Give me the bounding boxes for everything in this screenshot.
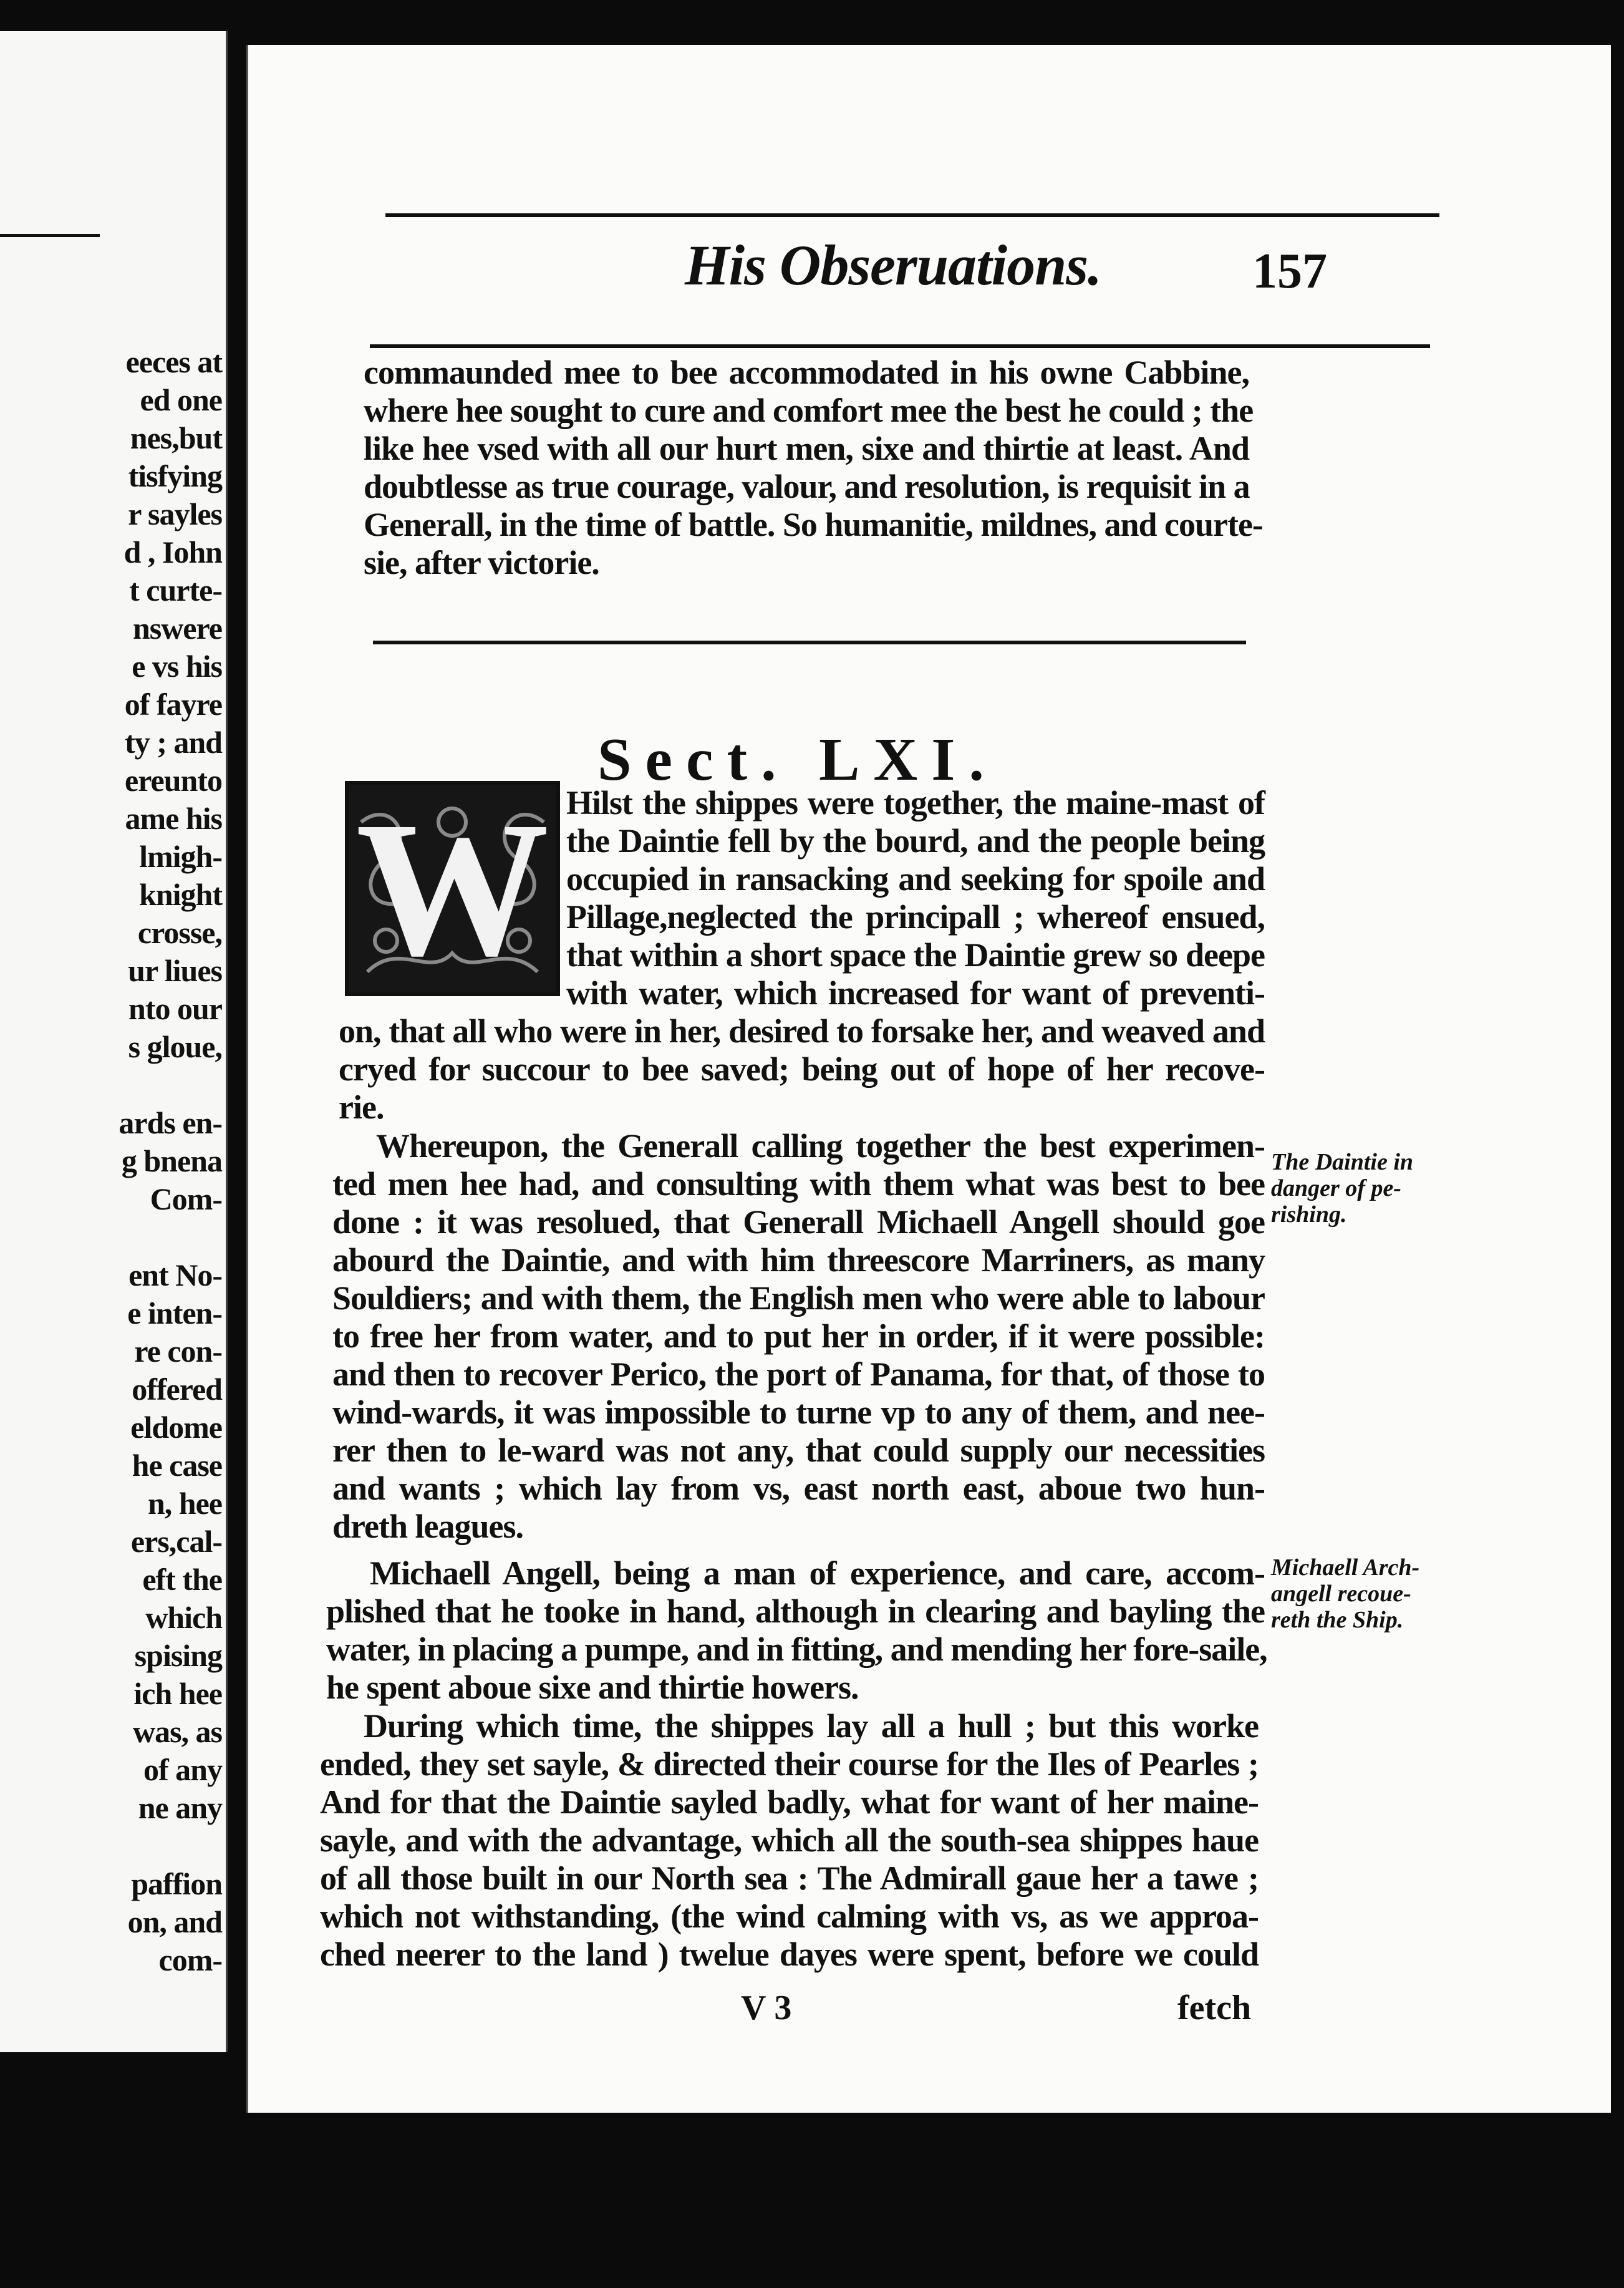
text-line: Michaell Angell, being a man of experience, and care, accom-: [370, 1554, 1265, 1592]
left-page-line: [70, 1827, 226, 1865]
text-line: rie.: [339, 1088, 384, 1126]
text-line: of all those built in our North sea : The Admirall gaue her a tawe ;: [320, 1859, 1259, 1897]
left-page-line: nto our: [128, 991, 222, 1026]
text-line: the Daintie fell by the bourd, and the people being: [566, 822, 1265, 860]
text-line: water, in placing a pumpe, and in fitting, and mending her fore-saile,: [326, 1631, 1267, 1668]
left-page-line: tisfying: [128, 458, 222, 493]
left-page-line: Com-: [150, 1181, 222, 1216]
text-line: commaunded mee to bee accommodated in his owne Cabbine,: [364, 354, 1249, 391]
left-page-line: ed one: [140, 382, 222, 417]
left-page-line: e inten-: [127, 1296, 222, 1331]
text-line: cryed for succour to bee saved; being out of hope of her recove-: [339, 1050, 1265, 1088]
text-line: Pillage,neglected the principall ; whereof ensued,: [566, 898, 1265, 936]
margin-line: Michaell Arch-: [1271, 1554, 1420, 1581]
left-page-text-fragments: [70, 343, 226, 1979]
margin-line: The Daintie in: [1271, 1149, 1414, 1175]
text-line: During which time, the shippes lay all a hull ; but this worke: [364, 1707, 1259, 1745]
left-page-line: paffion: [131, 1866, 222, 1901]
left-page-line: eft the: [142, 1562, 222, 1597]
text-line: he spent aboue sixe and thirtie howers.: [326, 1669, 859, 1706]
text-line: and wants ; which lay from vs, east north east, aboue two hun-: [332, 1470, 1265, 1507]
text-line: where hee sought to cure and comfort mee the best he could ; the: [364, 392, 1254, 429]
left-page-line: [70, 1066, 226, 1104]
left-page-line: ereunto: [125, 763, 222, 798]
left-page-line: ne any: [138, 1790, 222, 1825]
text-line: that within a short space the Daintie grew so deepe: [566, 936, 1265, 974]
text-line: dreth leagues.: [332, 1508, 523, 1545]
left-page-line: g bnena: [121, 1143, 222, 1178]
left-page-line: com-: [158, 1942, 222, 1977]
text-line: Whereupon, the Generall calling together the best experimen-: [376, 1127, 1265, 1165]
marginal-note-daintie: [1271, 1149, 1421, 1228]
left-page-line: re con-: [134, 1334, 222, 1369]
text-line: ted men hee had, and consulting with them what was best to bee: [332, 1165, 1265, 1203]
left-page-line: of any: [143, 1752, 222, 1787]
text-line: ched neerer to the land ) twelue dayes were spent, before we could: [320, 1936, 1259, 1973]
text-line: done : it was resolued, that Generall Michaell Angell should goe: [332, 1203, 1265, 1241]
left-page-line: n, hee: [148, 1486, 222, 1521]
left-page-line: spising: [134, 1638, 222, 1673]
running-head: His Obseruations.: [685, 233, 1102, 297]
left-page-line: ich hee: [133, 1676, 222, 1711]
left-page-line: [70, 1218, 226, 1256]
left-page-line: ame his: [125, 801, 222, 836]
margin-line: danger of pe-: [1271, 1175, 1401, 1201]
text-line: to free her from water, and to put her in order, if it were possible:: [332, 1317, 1265, 1355]
paragraph-3: [326, 1554, 1265, 1707]
left-page-line: e vs his: [132, 649, 222, 684]
left-page-line: of fayre: [124, 687, 222, 722]
text-line: sayle, and with the advantage, which all the south-sea shippes haue: [320, 1821, 1259, 1859]
margin-line: angell recoue-: [1271, 1581, 1411, 1607]
left-page-line: which: [145, 1600, 222, 1635]
marginal-note-michaell: [1271, 1554, 1421, 1633]
left-page-line: offered: [132, 1372, 222, 1407]
section-divider-rule: [373, 641, 1246, 644]
text-line: which not withstanding, (the wind calming with vs, as we approa-: [320, 1898, 1259, 1935]
text-line: with water, which increased for want of preventi-: [566, 974, 1265, 1012]
text-line: occupied in ransacking and seeking for spoile and: [566, 860, 1265, 898]
left-page-line: on, and: [127, 1904, 222, 1939]
left-page-line: ur liues: [128, 953, 222, 988]
left-page-line: r sayles: [128, 497, 222, 531]
left-page-line: lmigh-: [139, 839, 222, 874]
text-line: Generall, in the time of battle. So humanitie, mildnes, and courte-: [364, 506, 1263, 543]
paragraph-4: [320, 1707, 1259, 1974]
main-page: [246, 45, 1611, 2113]
text-line: abourd the Daintie, and with him threescore Marriners, as many: [332, 1241, 1265, 1279]
left-page-line: knight: [139, 877, 222, 912]
text-line: like hee vsed with all our hurt men, sixe and thirtie at least. And: [364, 430, 1249, 467]
initial-letter: W: [355, 782, 549, 996]
text-line: doubtlesse as true courage, valour, and resolution, is requisit in a: [364, 468, 1250, 505]
text-line: on, that all who were in her, desired to forsake her, and weaved and: [339, 1012, 1265, 1050]
left-page-line: t curte-: [129, 573, 222, 608]
text-line: and then to recover Perico, the port of Panama, for that, of those to: [332, 1355, 1265, 1393]
left-page-line: he case: [132, 1448, 222, 1483]
text-line: plished that he tooke in hand, although in clearing and bayling the: [326, 1592, 1265, 1630]
paragraph-2: [332, 1127, 1265, 1546]
text-line: wind-wards, it was impossible to turne vp to any of them, and nee-: [332, 1394, 1265, 1431]
left-page-line: eeces at: [125, 344, 222, 379]
header-bottom-rule: [370, 344, 1430, 348]
left-page-rule: [0, 234, 100, 237]
margin-line: reth the Ship.: [1271, 1607, 1404, 1633]
left-page-line: nes,but: [130, 420, 222, 455]
left-page-line: ent No-: [128, 1258, 222, 1292]
header-top-rule: [385, 213, 1439, 217]
left-page-line: ers,cal-: [130, 1524, 222, 1559]
left-page-line: eldome: [130, 1410, 222, 1445]
left-page-line: crosse,: [137, 915, 222, 950]
paragraph-1: [339, 1012, 1265, 1127]
text-line: sie, after victorie.: [364, 544, 599, 581]
text-line: ended, they set sayle, & directed their course for the Iles of Pearles ;: [320, 1745, 1259, 1783]
margin-line: rishing.: [1271, 1201, 1347, 1228]
catchword: fetch: [1177, 1989, 1252, 2027]
text-line: Hilst the shippes were together, the maine-mast of: [566, 784, 1265, 822]
paragraph-1-indented: [566, 784, 1265, 1012]
left-page-line: ty ; and: [125, 725, 222, 760]
page-number: 157: [1252, 244, 1327, 299]
decorated-initial: [345, 781, 560, 996]
left-page-line: nswere: [132, 611, 222, 646]
left-page-line: d , Iohn: [123, 535, 222, 570]
text-line: rer then to le-ward was not any, that could supply our necessities: [332, 1432, 1265, 1469]
text-line: Souldiers; and with them, the English men who were able to labour: [332, 1279, 1265, 1317]
text-line: And for that the Daintie sayled badly, what for want of her maine-: [320, 1783, 1259, 1821]
left-facing-page: [0, 31, 228, 2052]
left-page-line: was, as: [132, 1714, 222, 1749]
left-page-line: ards en-: [118, 1105, 222, 1140]
section-heading: Sect. LXI.: [597, 726, 998, 793]
signature-mark: V 3: [741, 1989, 792, 2027]
left-page-line: s gloue,: [128, 1029, 222, 1064]
top-paragraph: [364, 354, 1263, 582]
